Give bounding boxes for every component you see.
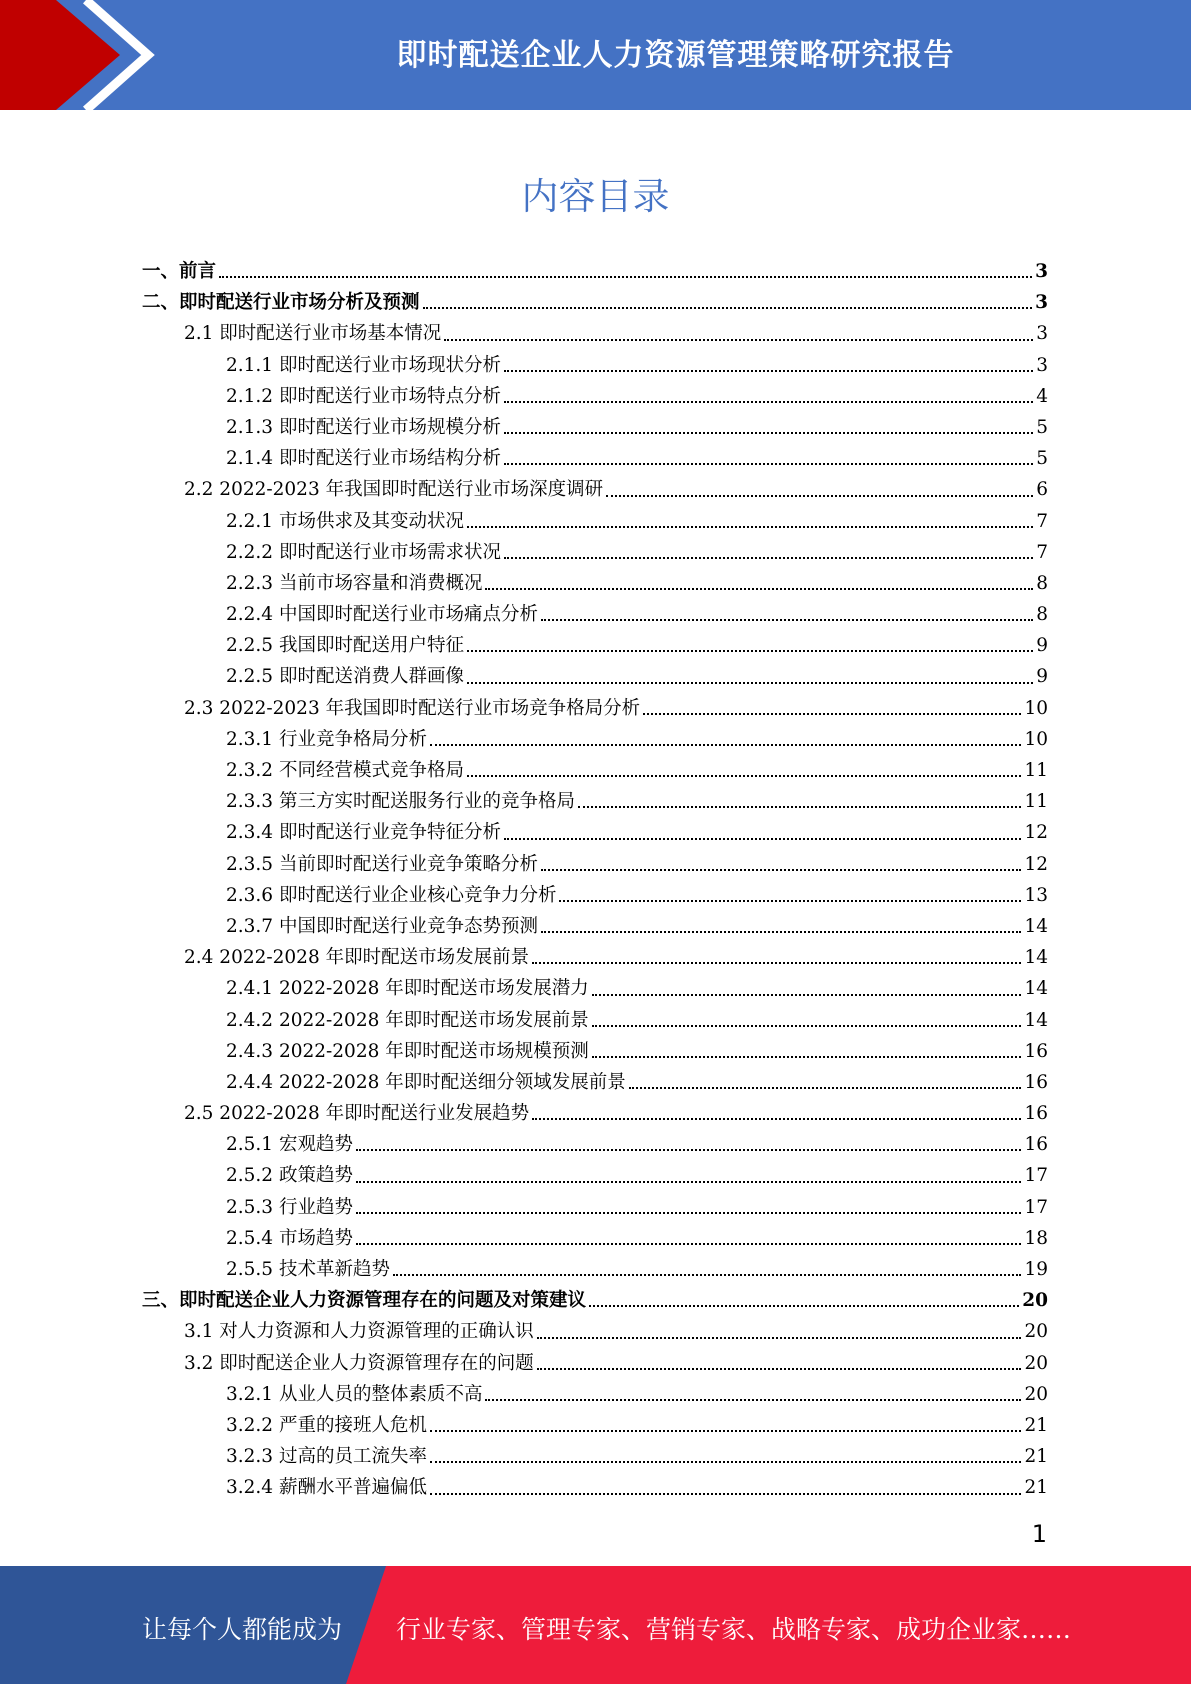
toc-entry-page: 11: [1024, 791, 1048, 813]
toc-entry-label: 二、即时配送行业市场分析及预测: [142, 292, 420, 314]
toc-entry-page: 3: [1036, 354, 1048, 376]
toc-dot-leader: [537, 1368, 1022, 1370]
toc-entry-label: 2.1.3 即时配送行业市场规模分析: [226, 416, 501, 438]
toc-entry-page: 20: [1024, 1321, 1048, 1343]
toc-entry[interactable]: [142, 782, 1048, 813]
toc-dot-leader: [504, 463, 1033, 465]
toc-dot-leader: [559, 900, 1021, 902]
toc-dot-leader: [430, 1461, 1021, 1463]
toc-entry[interactable]: [142, 1125, 1048, 1156]
toc-dot-leader: [504, 401, 1033, 403]
toc-entry-label: 2.3.4 即时配送行业竞争特征分析: [226, 822, 501, 844]
toc-entry[interactable]: [142, 969, 1048, 1000]
toc-entry-page: 21: [1024, 1414, 1048, 1436]
report-title: 即时配送企业人力资源管理策略研究报告: [396, 38, 955, 73]
toc-entry-page: 20: [1022, 1290, 1048, 1312]
toc-entry-label: 2.1 即时配送行业市场基本情况: [184, 323, 442, 345]
toc-entry-label: 一、前言: [142, 261, 217, 282]
toc-entry[interactable]: [142, 1375, 1048, 1406]
toc-entry-page: 7: [1036, 541, 1048, 563]
toc-entry[interactable]: [142, 533, 1048, 564]
toc-entry[interactable]: [142, 1063, 1048, 1094]
toc-entry-label: 2.2.3 当前市场容量和消费概况: [226, 572, 483, 594]
toc-entry-page: 14: [1024, 1009, 1048, 1031]
toc-entry-page: 16: [1024, 1134, 1048, 1156]
toc-entry-page: 8: [1036, 572, 1048, 594]
toc-dot-leader: [541, 931, 1021, 933]
page-number: 1: [1031, 1520, 1047, 1548]
toc-dot-leader: [467, 682, 1033, 684]
toc-entry[interactable]: [142, 346, 1048, 377]
toc-entry-label: 2.4.1 2022-2028 年即时配送市场发展潜力: [226, 978, 589, 1000]
toc-entry-label: 3.2.4 薪酬水平普遍偏低: [226, 1477, 427, 1499]
toc-entry-page: 14: [1024, 978, 1048, 1000]
toc-entry-label: 2.4.2 2022-2028 年即时配送市场发展前景: [226, 1009, 589, 1031]
toc-dot-leader: [606, 495, 1033, 497]
toc-entry-page: 3: [1035, 261, 1048, 282]
toc-dot-leader: [504, 557, 1033, 559]
toc-entry-label: 2.3.1 行业竞争格局分析: [226, 728, 427, 750]
toc-entry-page: 3: [1036, 323, 1048, 345]
toc-dot-leader: [504, 370, 1033, 372]
toc-entry-label: 2.2.2 即时配送行业市场需求状况: [226, 541, 501, 563]
toc-dot-leader: [393, 1274, 1021, 1276]
table-of-contents: [142, 252, 1048, 1500]
toc-entry[interactable]: [142, 938, 1048, 969]
toc-entry[interactable]: [142, 470, 1048, 501]
toc-entry-page: 16: [1024, 1071, 1048, 1093]
toc-entry-label: 3.2.2 严重的接班人危机: [226, 1414, 427, 1436]
toc-entry[interactable]: [142, 907, 1048, 938]
toc-entry-page: 5: [1036, 448, 1048, 470]
toc-dot-leader: [219, 276, 1032, 278]
toc-entry[interactable]: [142, 1001, 1048, 1032]
toc-entry-page: 12: [1024, 853, 1048, 875]
toc-entry-page: 10: [1024, 728, 1048, 750]
toc-entry[interactable]: [142, 751, 1048, 782]
toc-dot-leader: [592, 994, 1022, 996]
footer-banner: [0, 1566, 1191, 1684]
toc-dot-leader: [356, 1212, 1022, 1214]
toc-dot-leader: [532, 962, 1021, 964]
toc-entry[interactable]: [142, 626, 1048, 657]
toc-entry-label: 2.1.4 即时配送行业市场结构分析: [226, 448, 501, 470]
toc-dot-leader: [578, 806, 1021, 808]
toc-entry-label: 2.2.1 市场供求及其变动状况: [226, 510, 464, 532]
toc-entry[interactable]: [142, 1437, 1048, 1468]
toc-entry-label: 2.2.4 中国即时配送行业市场痛点分析: [226, 604, 538, 626]
toc-entry-label: 2.4.3 2022-2028 年即时配送市场规模预测: [226, 1040, 589, 1062]
toc-entry[interactable]: [142, 1250, 1048, 1281]
toc-dot-leader: [532, 1118, 1021, 1120]
toc-dot-leader: [444, 339, 1033, 341]
toc-entry-page: 8: [1036, 604, 1048, 626]
toc-entry-page: 6: [1036, 479, 1048, 501]
toc-entry-page: 11: [1024, 760, 1048, 781]
toc-entry-page: 17: [1024, 1196, 1048, 1218]
toc-entry-label: 2.3.2 不同经营模式竞争格局: [226, 760, 464, 781]
toc-entry[interactable]: [142, 408, 1048, 439]
toc-entry-label: 2.1.1 即时配送行业市场现状分析: [226, 354, 501, 376]
toc-entry[interactable]: [142, 1468, 1048, 1499]
toc-entry[interactable]: [142, 377, 1048, 408]
toc-dot-leader: [629, 1087, 1022, 1089]
toc-entry[interactable]: [142, 595, 1048, 626]
toc-entry[interactable]: [142, 1344, 1048, 1375]
toc-entry[interactable]: [142, 813, 1048, 844]
toc-dot-leader: [504, 838, 1021, 840]
toc-entry[interactable]: [142, 1406, 1048, 1437]
toc-entry-label: 3.2 即时配送企业人力资源管理存在的问题: [184, 1352, 534, 1374]
toc-dot-leader: [430, 744, 1021, 746]
red-arrow-icon: [0, 0, 160, 110]
toc-entry-page: 16: [1024, 1103, 1048, 1125]
toc-entry[interactable]: [142, 1188, 1048, 1219]
toc-entry-label: 三、即时配送企业人力资源管理存在的问题及对策建议: [142, 1290, 587, 1312]
footer-slogan-left: 让每个人都能成为: [142, 1615, 343, 1644]
toc-entry[interactable]: [142, 283, 1048, 314]
toc-entry[interactable]: [142, 1312, 1048, 1343]
toc-entry-page: 19: [1024, 1259, 1048, 1280]
toc-entry-label: 2.4 2022-2028 年即时配送市场发展前景: [184, 947, 530, 969]
toc-entry[interactable]: [142, 1281, 1048, 1312]
toc-entry[interactable]: [142, 845, 1048, 876]
toc-dot-leader: [356, 1243, 1022, 1245]
toc-entry-label: 2.5.2 政策趋势: [226, 1165, 353, 1187]
toc-entry[interactable]: [142, 1156, 1048, 1187]
toc-entry-page: 14: [1024, 947, 1048, 969]
toc-entry-page: 16: [1024, 1040, 1048, 1062]
toc-entry-page: 4: [1036, 385, 1048, 407]
toc-dot-leader: [467, 650, 1033, 652]
report-header: [0, 0, 1191, 110]
toc-entry-page: 20: [1024, 1383, 1048, 1405]
toc-entry-page: 10: [1024, 697, 1048, 719]
toc-entry-label: 2.5 2022-2028 年即时配送行业发展趋势: [184, 1103, 530, 1125]
toc-dot-leader: [643, 713, 1021, 715]
toc-entry-label: 2.5.4 市场趋势: [226, 1227, 353, 1249]
toc-dot-leader: [592, 1056, 1022, 1058]
toc-entry-label: 2.3.6 即时配送行业企业核心竞争力分析: [226, 884, 557, 906]
toc-entry-label: 2.1.2 即时配送行业市场特点分析: [226, 385, 501, 407]
toc-entry-page: 7: [1036, 510, 1048, 532]
toc-entry-label: 2.2 2022-2023 年我国即时配送行业市场深度调研: [184, 479, 604, 501]
toc-entry-label: 2.2.5 即时配送消费人群画像: [226, 666, 464, 688]
toc-entry-label: 2.2.5 我国即时配送用户特征: [226, 635, 464, 657]
toc-entry[interactable]: [142, 876, 1048, 907]
toc-entry-label: 2.3.5 当前即时配送行业竞争策略分析: [226, 853, 538, 875]
toc-entry[interactable]: [142, 564, 1048, 595]
toc-entry-page: 13: [1024, 884, 1048, 906]
toc-dot-leader: [592, 1025, 1022, 1027]
toc-dot-leader: [541, 619, 1033, 621]
toc-entry-page: 21: [1024, 1446, 1048, 1468]
toc-dot-leader: [356, 1149, 1022, 1151]
toc-entry-page: 14: [1024, 915, 1048, 937]
toc-entry-label: 2.3.7 中国即时配送行业竞争态势预测: [226, 915, 538, 937]
toc-entry[interactable]: [142, 689, 1048, 720]
toc-dot-leader: [467, 526, 1033, 528]
toc-entry-label: 2.3.3 第三方实时配送服务行业的竞争格局: [226, 791, 575, 813]
toc-entry-label: 2.3 2022-2023 年我国即时配送行业市场竞争格局分析: [184, 697, 641, 719]
toc-entry-label: 3.2.1 从业人员的整体素质不高: [226, 1383, 483, 1405]
toc-entry-page: 12: [1024, 822, 1048, 844]
toc-dot-leader: [485, 588, 1033, 590]
toc-dot-leader: [356, 1181, 1022, 1183]
toc-entry[interactable]: [142, 502, 1048, 533]
toc-entry[interactable]: [142, 439, 1048, 470]
toc-entry[interactable]: [142, 1094, 1048, 1125]
toc-entry-page: 5: [1036, 416, 1048, 438]
toc-entry[interactable]: [142, 1032, 1048, 1063]
toc-entry-page: 21: [1024, 1477, 1048, 1499]
toc-dot-leader: [467, 775, 1021, 777]
toc-entry-page: 9: [1036, 635, 1048, 657]
toc-dot-leader: [423, 307, 1033, 309]
toc-entry-page: 20: [1024, 1352, 1048, 1374]
toc-dot-leader: [541, 869, 1021, 871]
toc-entry[interactable]: [142, 314, 1048, 345]
toc-dot-leader: [430, 1493, 1021, 1495]
toc-entry-label: 2.4.4 2022-2028 年即时配送细分领域发展前景: [226, 1071, 626, 1093]
toc-dot-leader: [485, 1399, 1021, 1401]
toc-entry[interactable]: [142, 657, 1048, 688]
toc-entry-page: 9: [1036, 666, 1048, 688]
toc-entry-label: 2.5.1 宏观趋势: [226, 1134, 353, 1156]
toc-heading: 内容目录: [521, 175, 670, 218]
toc-entry-label: 2.5.3 行业趋势: [226, 1196, 353, 1218]
toc-entry-label: 2.5.5 技术革新趋势: [226, 1259, 390, 1280]
toc-entry-label: 3.1 对人力资源和人力资源管理的正确认识: [184, 1321, 534, 1343]
footer-slogan-right: 行业专家、管理专家、营销专家、战略专家、成功企业家……: [396, 1615, 1072, 1644]
toc-dot-leader: [430, 1430, 1021, 1432]
toc-dot-leader: [504, 432, 1033, 434]
toc-dot-leader: [537, 1337, 1022, 1339]
toc-entry-page: 18: [1024, 1227, 1048, 1249]
toc-entry-page: 17: [1024, 1165, 1048, 1187]
toc-entry[interactable]: [142, 252, 1048, 283]
toc-entry[interactable]: [142, 720, 1048, 751]
toc-entry-page: 3: [1035, 292, 1048, 314]
toc-entry[interactable]: [142, 1219, 1048, 1250]
toc-dot-leader: [589, 1305, 1019, 1307]
toc-entry-label: 3.2.3 过高的员工流失率: [226, 1446, 427, 1468]
